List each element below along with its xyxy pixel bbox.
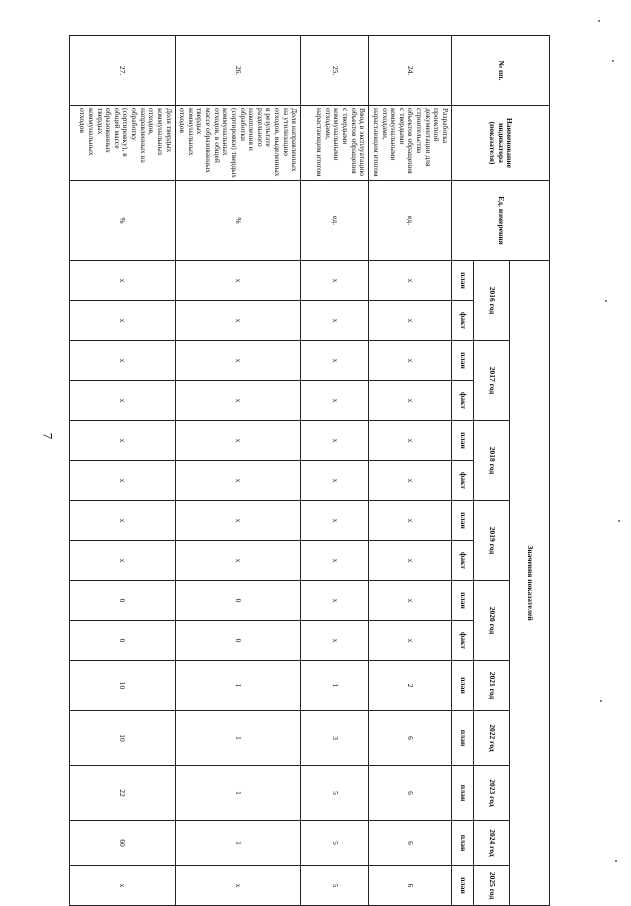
row-value: 3	[301, 711, 369, 766]
row-num: 26.	[175, 36, 301, 106]
header-fact: факт	[452, 541, 474, 581]
header-name: Наименование индикатора (показателя)	[452, 106, 550, 181]
row-value: 22	[69, 766, 175, 821]
header-year-2019: 2019 год	[474, 501, 510, 581]
rotated-table-wrapper	[78, 35, 550, 900]
row-value: x	[175, 541, 301, 581]
row-value: 1	[175, 766, 301, 821]
row-value: 0	[69, 581, 175, 621]
header-plan: план	[452, 341, 474, 381]
row-value: x	[369, 461, 452, 501]
row-unit: %	[69, 181, 175, 261]
row-value: x	[301, 581, 369, 621]
row-name: Разработка проектной документации для строительства объектов обращения с твердыми коммунальными отходами, нарастающим итогом	[369, 106, 452, 181]
header-values-group: Значения показателей	[510, 261, 550, 906]
indicators-table	[69, 35, 550, 906]
row-unit: ед.	[301, 181, 369, 261]
row-value: x	[175, 461, 301, 501]
row-value: x	[369, 341, 452, 381]
row-value: 60	[69, 821, 175, 866]
row-value: x	[369, 261, 452, 301]
row-value: 5	[301, 866, 369, 906]
header-plan: план	[452, 821, 474, 866]
table-row	[369, 36, 452, 906]
row-value: 1	[301, 661, 369, 711]
row-value: 10	[69, 711, 175, 766]
row-value: x	[301, 461, 369, 501]
header-num: № пп.	[452, 36, 550, 106]
row-value: x	[69, 261, 175, 301]
row-value: x	[369, 581, 452, 621]
scan-speck	[598, 20, 600, 22]
row-value: x	[369, 621, 452, 661]
row-unit: %	[175, 181, 301, 261]
header-year-2021: 2021 год	[474, 661, 510, 711]
row-value: 0	[69, 621, 175, 661]
header-plan: план	[452, 581, 474, 621]
row-value: x	[369, 421, 452, 461]
header-plan: план	[452, 421, 474, 461]
header-plan: план	[452, 501, 474, 541]
row-name: Доля направленных на утилизацию отходов, выделенных в результате раздельного накопления и обработки (сортировки) твердых коммунальных отходов, в общей массе образованных твердых коммунальных отходов	[175, 106, 301, 181]
row-value: x	[175, 261, 301, 301]
header-plan: план	[452, 711, 474, 766]
header-year-2025: 2025 год	[474, 866, 510, 906]
header-plan: план	[452, 661, 474, 711]
scan-speck	[600, 700, 602, 702]
header-year-2024: 2024 год	[474, 821, 510, 866]
row-value: x	[301, 261, 369, 301]
row-value: 6	[369, 821, 452, 866]
row-value: 0	[175, 621, 301, 661]
row-value: 5	[301, 821, 369, 866]
row-value: 1	[175, 821, 301, 866]
table-row	[175, 36, 301, 906]
header-year-2023: 2023 год	[474, 766, 510, 821]
row-value: x	[175, 381, 301, 421]
row-value: 5	[301, 766, 369, 821]
row-value: x	[69, 381, 175, 421]
header-plan: план	[452, 261, 474, 301]
row-value: x	[369, 541, 452, 581]
row-value: x	[175, 501, 301, 541]
scan-speck	[605, 300, 607, 302]
header-plan: план	[452, 866, 474, 906]
scan-speck	[615, 860, 617, 862]
header-year-2020: 2020 год	[474, 581, 510, 661]
row-value: 1	[175, 711, 301, 766]
row-value: x	[369, 381, 452, 421]
scan-speck	[612, 60, 614, 62]
row-name: Доля твердых коммунальных отходов, направленных на обработку (сортировку), в общей массе образованных твердых коммунальных отходов	[69, 106, 175, 181]
header-fact: факт	[452, 461, 474, 501]
header-fact: факт	[452, 381, 474, 421]
row-value: x	[69, 301, 175, 341]
header-year-2017: 2017 год	[474, 341, 510, 421]
row-value: x	[301, 621, 369, 661]
row-value: x	[301, 341, 369, 381]
row-value: 6	[369, 766, 452, 821]
header-unit: Ед. измерения	[452, 181, 550, 261]
row-value: x	[69, 541, 175, 581]
row-value: x	[301, 301, 369, 341]
row-value: x	[301, 501, 369, 541]
table-row	[301, 36, 369, 906]
row-value: x	[69, 501, 175, 541]
row-num: 25.	[301, 36, 369, 106]
row-value: 6	[369, 711, 452, 766]
header-fact: факт	[452, 301, 474, 341]
row-value: x	[69, 461, 175, 501]
row-value: x	[69, 866, 175, 906]
header-year-2018: 2018 год	[474, 421, 510, 501]
header-year-2016: 2016 год	[474, 261, 510, 341]
row-num: 24.	[369, 36, 452, 106]
row-value: x	[301, 541, 369, 581]
scan-speck	[618, 520, 620, 522]
row-unit: ед.	[369, 181, 452, 261]
row-value: x	[69, 341, 175, 381]
row-value: x	[301, 381, 369, 421]
row-value: x	[175, 866, 301, 906]
row-value: 0	[175, 581, 301, 621]
row-num: 27.	[69, 36, 175, 106]
page-number: 7	[40, 432, 56, 440]
row-value: x	[369, 501, 452, 541]
row-value: x	[175, 421, 301, 461]
row-value: 10	[69, 661, 175, 711]
row-name: Ввод в эксплуатацию объектов обращения с твердыми коммунальными отходами, нарастающим итогом	[301, 106, 369, 181]
row-value: x	[175, 301, 301, 341]
row-value: x	[369, 301, 452, 341]
header-fact: факт	[452, 621, 474, 661]
row-value: x	[175, 341, 301, 381]
row-value: 1	[175, 661, 301, 711]
row-value: 6	[369, 866, 452, 906]
table-row	[69, 36, 175, 906]
row-value: x	[301, 421, 369, 461]
header-plan: план	[452, 766, 474, 821]
row-value: x	[69, 421, 175, 461]
row-value: 2	[369, 661, 452, 711]
header-year-2022: 2022 год	[474, 711, 510, 766]
